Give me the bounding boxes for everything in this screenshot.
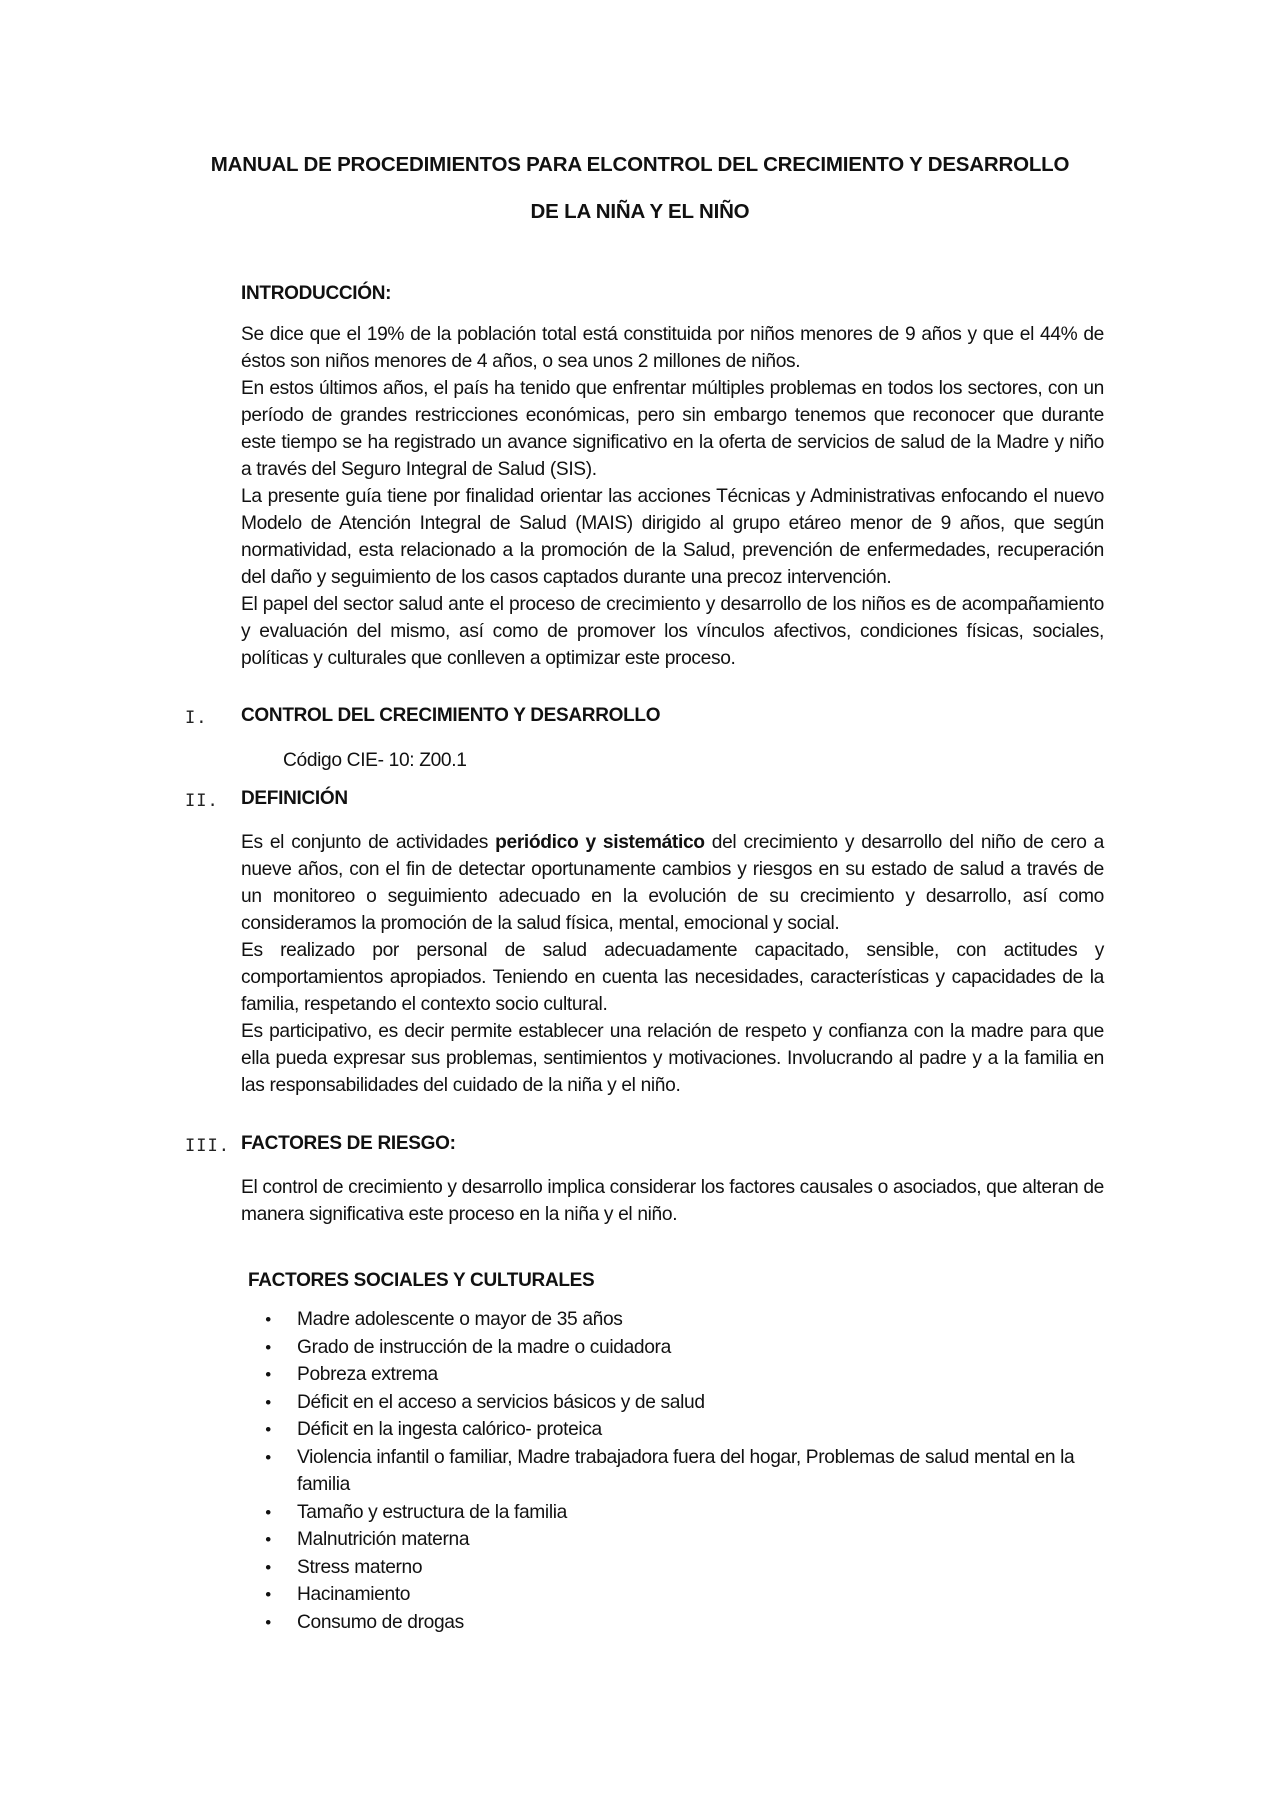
section-1-numeral: I. xyxy=(185,708,208,728)
list-item-text: Déficit en la ingesta calórico- proteica xyxy=(297,1419,602,1440)
list-item-text: Stress materno xyxy=(297,1556,423,1578)
social-factors-heading-block xyxy=(248,1270,1111,1292)
bullet-icon: • xyxy=(265,1392,271,1412)
document-title-line-2: DE LA NIÑA Y EL NIÑO xyxy=(530,200,750,223)
introduction-heading-block xyxy=(241,283,1104,305)
section-1-heading: CONTROL DEL CRECIMIENTO Y DESARROLLO xyxy=(241,705,661,726)
list-item xyxy=(258,1361,1104,1389)
list-item xyxy=(258,1499,1104,1527)
list-item-text: Malnutrición materna xyxy=(297,1529,470,1550)
section-1-heading-block xyxy=(241,705,1104,727)
bullet-icon: • xyxy=(265,1447,271,1467)
bullet-icon: • xyxy=(265,1337,271,1357)
list-item-text: Grado de instrucción de la madre o cuidadora xyxy=(297,1336,671,1358)
bullet-icon: • xyxy=(265,1310,271,1329)
bullet-icon: • xyxy=(265,1612,271,1632)
definition-paragraph-1 xyxy=(241,829,1104,937)
definition-text-end: del crecimiento y desarrollo del niño de cero a nueve años, con el fin de detectar oportunamente cambios y riesgos en su estado de salud a través de un monitoreo o seguimiento adecuado en la evolución de su crecimiento y desarrollo, así como consideramos la promoción de la salud física, mental, emocional y social. xyxy=(241,832,1104,934)
definition-bold-phrase: periódico y sistemático xyxy=(495,832,705,853)
list-item-text: Madre adolescente o mayor de 35 años xyxy=(297,1309,623,1330)
section-3-body xyxy=(241,1174,1104,1228)
section-3-numeral: III. xyxy=(185,1136,230,1156)
list-item xyxy=(258,1306,1104,1334)
list-item xyxy=(258,1526,1104,1554)
list-item-text: Violencia infantil o familiar, Madre trabajadora fuera del hogar, Problemas de salud mental en la familia xyxy=(297,1446,1075,1495)
bullet-icon: • xyxy=(265,1585,271,1604)
introduction-heading: INTRODUCCIÓN: xyxy=(241,283,392,304)
document-title-line-1: MANUAL DE PROCEDIMIENTOS PARA ELCONTROL DEL CRECIMIENTO Y DESARROLLO xyxy=(210,153,1070,176)
introduction-body xyxy=(241,321,1104,672)
bullet-icon: • xyxy=(265,1502,271,1522)
introduction-paragraph-1: Se dice que el 19% de la población total está constituida por niños menores de 9 años y que el 44% de éstos son niños menores de 4 años, o sea unos 2 millones de niños. xyxy=(241,324,1104,372)
cie-code: Código CIE- 10: Z00.1 xyxy=(283,750,467,771)
section-3-heading: FACTORES DE RIESGO: xyxy=(241,1133,456,1154)
list-item xyxy=(258,1416,1104,1444)
introduction-paragraph-2: En estos últimos años, el país ha tenido que enfrentar múltiples problemas en todos los sectores, con un período de grandes restricciones económicas, pero sin embargo tenemos que reconocer que durante este tiempo se ha registrado un avance significativo en la oferta de servicios de salud de la Madre y niño a través del Seguro Integral de Salud (SIS). xyxy=(241,378,1104,480)
list-item-text: Hacinamiento xyxy=(297,1584,411,1605)
section-2-numeral: II. xyxy=(185,791,219,811)
section-2-body xyxy=(241,829,1104,1099)
list-item xyxy=(258,1334,1104,1362)
bullet-icon: • xyxy=(265,1420,271,1439)
list-item-text: Consumo de drogas xyxy=(297,1611,464,1633)
list-item-text: Déficit en el acceso a servicios básicos y de salud xyxy=(297,1391,705,1413)
definition-text-start: Es el conjunto de actividades xyxy=(241,832,496,853)
section-3-heading-block xyxy=(241,1133,1104,1155)
risk-factors-paragraph: El control de crecimiento y desarrollo implica considerar los factores causales o asociados, que alteran de manera significativa este proceso en la niña y el niño. xyxy=(241,1177,1104,1225)
bullet-icon: • xyxy=(265,1557,271,1577)
introduction-paragraph-3: La presente guía tiene por finalidad orientar las acciones Técnicas y Administrativas enfocando el nuevo Modelo de Atención Integral de Salud (MAIS) dirigido al grupo etáreo menor de 9 años, que según normatividad, esta relacionado a la promoción de la Salud, prevención de enfermedades, recuperación del daño y seguimiento de los casos captados durante una precoz intervención. xyxy=(241,486,1104,588)
definition-paragraph-3: Es participativo, es decir permite establecer una relación de respeto y confianza con la madre para que ella pueda expresar sus problemas, sentimientos y motivaciones. Involucrando al padre y a la familia en las responsabilidades del cuidado de la niña y el niño. xyxy=(241,1021,1104,1096)
bullet-icon: • xyxy=(265,1530,271,1549)
introduction-paragraph-4: El papel del sector salud ante el proceso de crecimiento y desarrollo de los niños es de acompañamiento y evaluación del mismo, así como de promover los vínculos afectivos, condiciones físicas, sociales, políticas y culturales que conlleven a optimizar este proceso. xyxy=(241,594,1104,669)
list-item xyxy=(258,1609,1104,1637)
list-item xyxy=(258,1554,1104,1582)
list-item-text: Pobreza extrema xyxy=(297,1364,438,1385)
list-item xyxy=(258,1389,1104,1417)
list-item-text: Tamaño y estructura de la familia xyxy=(297,1501,567,1523)
social-factors-heading: FACTORES SOCIALES Y CULTURALES xyxy=(248,1270,595,1291)
social-factors-list xyxy=(258,1306,1104,1636)
list-item xyxy=(258,1581,1104,1609)
definition-paragraph-2: Es realizado por personal de salud adecuadamente capacitado, sensible, con actitudes y comportamientos apropiados. Teniendo en cuenta las necesidades, características y capacidades de la familia, respetando el contexto socio cultural. xyxy=(241,940,1104,1015)
section-2-heading-block xyxy=(241,788,1104,810)
bullet-icon: • xyxy=(265,1365,271,1384)
section-2-heading: DEFINICIÓN xyxy=(241,788,348,809)
list-item xyxy=(258,1444,1104,1499)
